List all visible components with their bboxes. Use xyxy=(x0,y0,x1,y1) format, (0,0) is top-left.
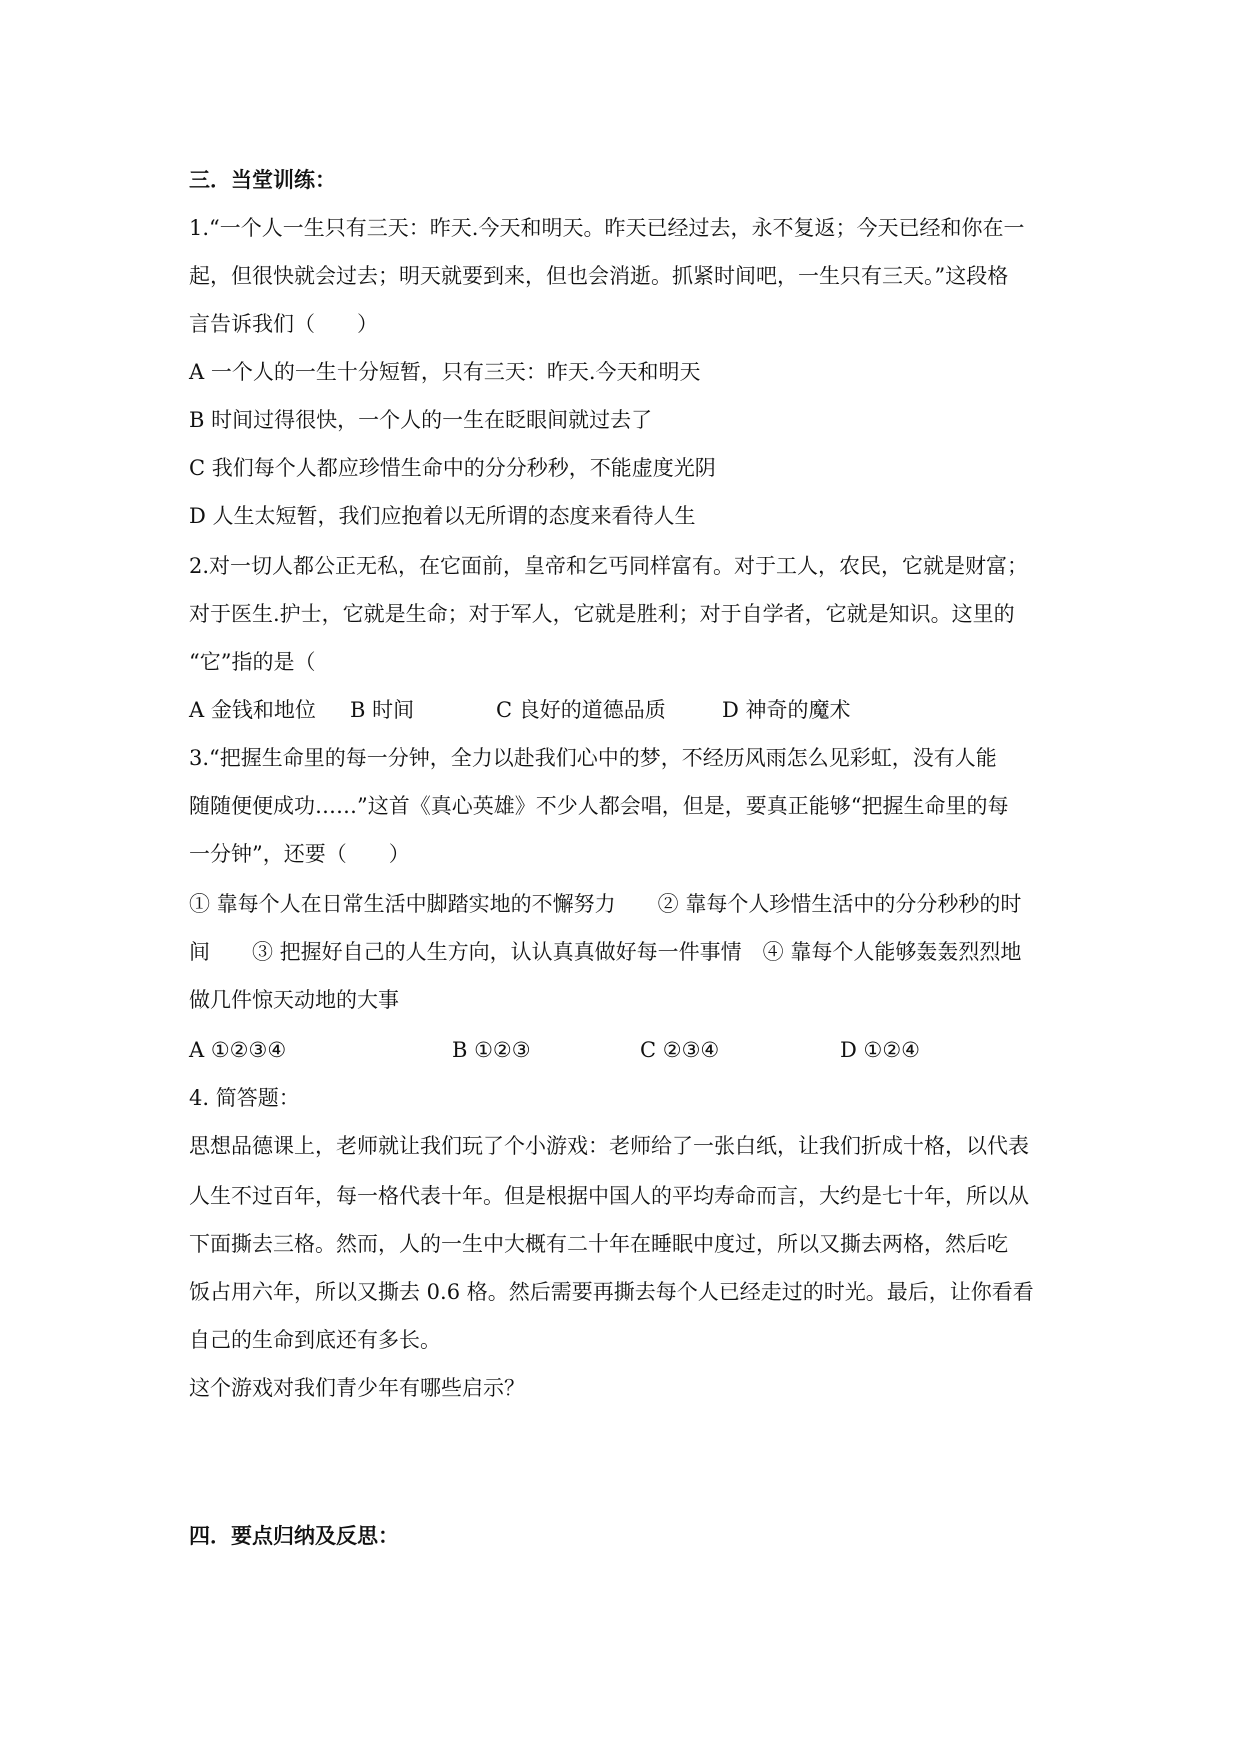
q3-line-3: 一分钟”，还要（ ） xyxy=(189,842,410,866)
q4-line-3: 下面撕去三格。然而，人的一生中大概有二十年在睡眠中度过，所以又撕去两格，然后吃 xyxy=(189,1232,1008,1256)
q1-option-a: A 一个人的一生十分短暂，只有三天：昨天.今天和明天 xyxy=(189,360,701,384)
q3-option-c: C ②③④ xyxy=(640,1038,720,1062)
q1-option-b: B 时间过得很快，一个人的一生在眨眼间就过去了 xyxy=(189,408,653,432)
q3-option-b: B ①②③ xyxy=(452,1038,531,1062)
q3-line-6: 做几件惊天动地的大事 xyxy=(189,988,399,1012)
q3-option-a: A ①②③④ xyxy=(189,1038,287,1062)
q2-option-c: C 良好的道德品质 xyxy=(496,698,666,722)
section-4-heading: 四．要点归纳及反思： xyxy=(189,1523,399,1548)
section-3-heading: 三．当堂训练： xyxy=(189,167,336,192)
q2-option-d: D 神奇的魔术 xyxy=(722,698,851,722)
q4-question: 这个游戏对我们青少年有哪些启示？ xyxy=(189,1376,525,1400)
q1-line-3: 言告诉我们（ ） xyxy=(189,312,378,336)
q4-line-2: 人生不过百年，每一格代表十年。但是根据中国人的平均寿命而言，大约是七十年，所以从 xyxy=(189,1184,1029,1208)
q4-line-5: 自己的生命到底还有多长。 xyxy=(189,1328,441,1352)
q2-line-1: 2.对一切人都公正无私，在它面前，皇帝和乞丐同样富有。对于工人，农民，它就是财富； xyxy=(189,554,1029,578)
q2-line-2: 对于医生.护士，它就是生命；对于军人，它就是胜利；对于自学者，它就是知识。这里的 xyxy=(189,602,1015,626)
q4-title: 4. 简答题： xyxy=(189,1086,300,1110)
q2-option-b: B 时间 xyxy=(350,698,415,722)
q2-option-a: A 金钱和地位 xyxy=(189,698,316,722)
q3-line-2: 随随便便成功……”这首《真心英雄》不少人都会唱，但是，要真正能够“把握生命里的每 xyxy=(189,794,1009,818)
q1-line-2: 起，但很快就会过去；明天就要到来，但也会消逝。抓紧时间吧，一生只有三天。”这段格 xyxy=(189,264,1009,288)
q2-line-3: “它”指的是（ xyxy=(189,650,316,674)
q3-line-4: ① 靠每个人在日常生活中脚踏实地的不懈努力 ② 靠每个人珍惜生活中的分分秒秒的时 xyxy=(189,892,1022,916)
q4-line-1: 思想品德课上，老师就让我们玩了个小游戏：老师给了一张白纸，让我们折成十格，以代表 xyxy=(189,1134,1029,1158)
q3-option-d: D ①②④ xyxy=(840,1038,920,1062)
q3-line-5: 间 ③ 把握好自己的人生方向，认认真真做好每一件事情 ④ 靠每个人能够轰轰烈烈地 xyxy=(189,940,1022,964)
q4-line-4: 饭占用六年，所以又撕去 0.6 格。然后需要再撕去每个人已经走过的时光。最后，让你看看 xyxy=(189,1280,1034,1304)
q3-line-1: 3.“把握生命里的每一分钟，全力以赴我们心中的梦，不经历风雨怎么见彩虹，没有人能 xyxy=(189,746,997,770)
q1-option-c: C 我们每个人都应珍惜生命中的分分秒秒，不能虚度光阴 xyxy=(189,456,716,480)
q1-option-d: D 人生太短暂，我们应抱着以无所谓的态度来看待人生 xyxy=(189,504,696,528)
q1-line-1: 1.“一个人一生只有三天：昨天.今天和明天。昨天已经过去，永不复返；今天已经和你在一 xyxy=(189,216,1025,240)
